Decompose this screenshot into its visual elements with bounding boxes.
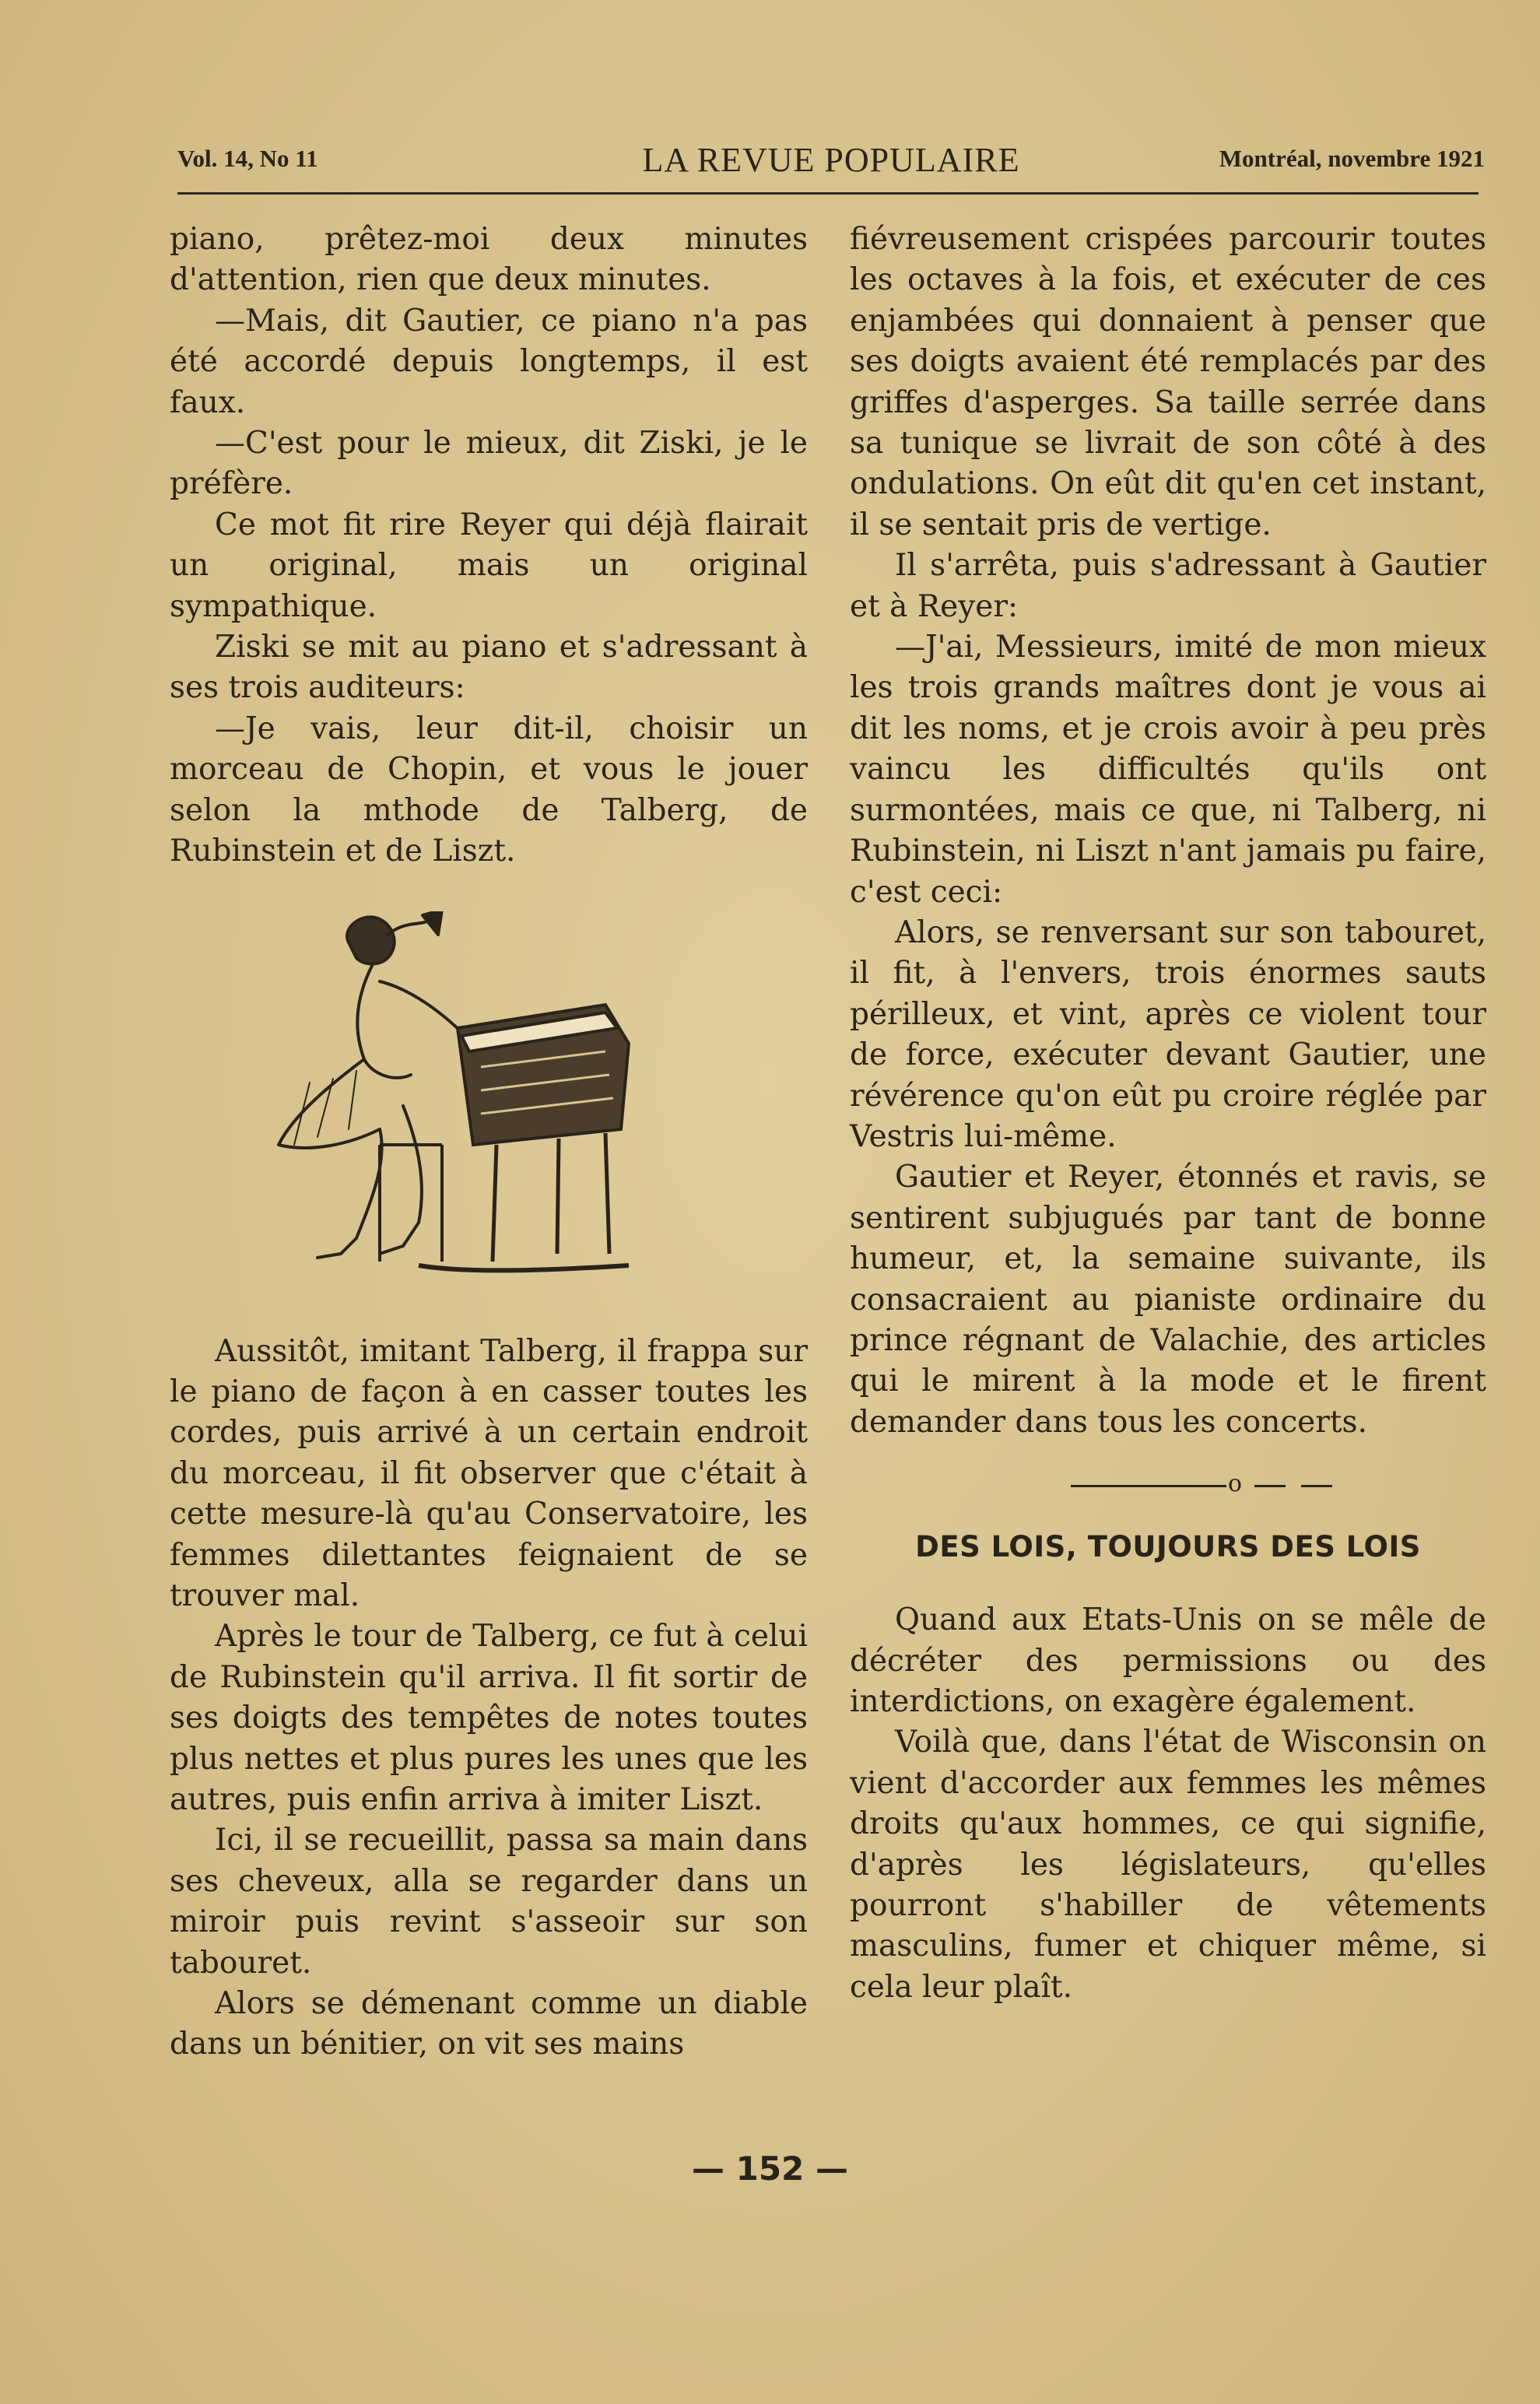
paragraph: Alors se démenant comme un diable dans un bénitier, on vit ses mains [170, 1986, 808, 2062]
paragraph: Ce mot fit rire Reyer qui déjà flairait un original, mais un original sympathique. [170, 507, 808, 624]
right-column [850, 219, 1486, 2008]
paragraph: Ici, il se recueillit, passa sa main dans ses cheveux, alla se regarder dans un miroir puis revint s'asseoir sur son tabouret. [170, 1823, 808, 1981]
issue-date: Montréal, novembre 1921 [1219, 145, 1485, 172]
divider-line-mid [1254, 1485, 1286, 1487]
divider-line-left [1071, 1485, 1226, 1487]
paragraph: —J'ai, Messieurs, imité de mon mieux les trois grands maîtres dont je vous ai dit les noms, et je crois avoir à peu près vaincu les difficultés qu'ils ont surmontées, mais ce que, ni Talberg, ni Rubinstein, ni Liszt n'ant jamais pu faire, c'est ceci: [850, 630, 1486, 910]
paragraph: Après le tour de Talberg, ce fut à celui de Rubinstein qu'il arriva. Il fit sortir de ses doigts des tempêtes de notes toutes plus nettes et plus pures les unes que les autres, puis enfin arriva à imiter Liszt. [170, 1619, 808, 1817]
paragraph: —Je vais, leur dit-il, choisir un morceau de Chopin, et vous le jouer selon la mthode de Talberg, de Rubinstein et de Liszt. [170, 711, 808, 869]
paragraph: Quand aux Etats-Unis on se mêle de décréter des permissions ou des interdictions, on exagère également. [850, 1602, 1486, 1719]
magazine-title: LA REVUE POPULAIRE [642, 141, 1020, 179]
paragraph: Il s'arrêta, puis s'adressant à Gautier et à Reyer: [850, 548, 1486, 624]
section-title: DES LOIS, TOUJOURS DES LOIS [915, 1530, 1421, 1564]
paragraph: Gautier et Reyer, étonnés et ravis, se sentirent subjugués par tant de bonne humeur, et, la semaine suivante, ils consacraient au pianiste ordinaire du prince régnant de Valachie, des articles qui le mirent à la mode et le firent demander dans tous les concerts. [850, 1160, 1486, 1440]
pianist-drawing [263, 911, 668, 1285]
section-divider: o [850, 1463, 1486, 1510]
paragraph: fiévreusement crispées parcourir toutes les octaves à la fois, et exécuter de ces enjambées qui donnaient à penser que ses doigts avaient été remplacés par des griffes d'asperges. Sa taille serrée dans sa tunique se livrait de son côté à des ondulations. On eût dit qu'en cet instant, il se sentait pris de vertige. [850, 222, 1486, 542]
paragraph: Ziski se mit au piano et s'adressant à ses trois auditeurs: [170, 630, 808, 706]
paragraph: piano, prêtez-moi deux minutes d'attention, rien que deux minutes. [170, 222, 808, 298]
divider-line-right [1301, 1485, 1332, 1487]
page-number: — 152 — [692, 2150, 848, 2188]
paragraph: —C'est pour le mieux, dit Ziski, je le préfère. [170, 426, 808, 502]
header-rule [177, 192, 1479, 195]
page-header [177, 139, 1485, 185]
left-column [170, 219, 808, 2065]
paragraph: —Mais, dit Gautier, ce piano n'a pas été accordé depuis longtemps, il est faux. [170, 303, 808, 420]
pianist-illustration [170, 911, 808, 1285]
volume-number: Vol. 14, No 11 [177, 145, 318, 172]
paragraph: Alors, se renversant sur son tabouret, il fit, à l'envers, trois énormes sauts périlleux, et vint, après ce violent tour de force, exécuter devant Gautier, une révérence qu'on eût pu croire réglée par Vestris lui-même. [850, 914, 1486, 1154]
paragraph: Voilà que, dans l'état de Wisconsin on vient d'accorder aux femmes les mêmes droits qu'aux hommes, ce qui signifie, d'après les législateurs, qu'elles pourront s'habiller de vêtements masculins, fumer et chiquer même, si cela leur plaît. [850, 1725, 1486, 2005]
paragraph: Aussitôt, imitant Talberg, il frappa sur le piano de façon à en casser toutes les cordes, puis arrivé à un certain endroit du morceau, il fit observer que c'était à cette mesure-là qu'au Conservatoire, les femmes dilettantes feignaient de se trouver mal. [170, 1333, 808, 1613]
